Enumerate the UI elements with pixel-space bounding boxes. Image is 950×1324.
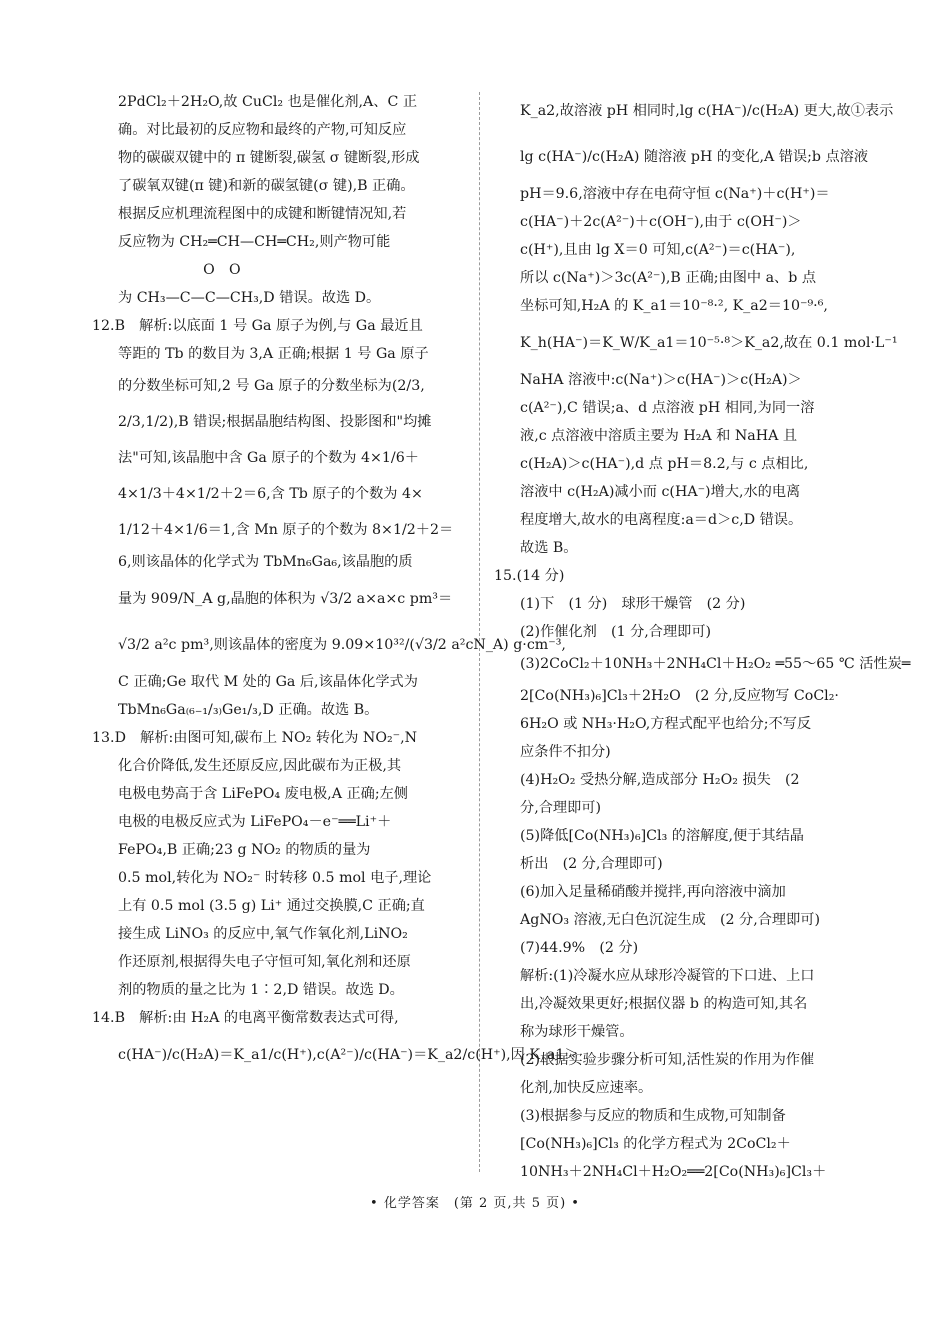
text-line: 0.5 mol,转化为 NO₂⁻ 时转移 0.5 mol 电子,理论: [118, 870, 432, 886]
text-line: (7)44.9% (2 分): [520, 940, 639, 956]
text-line: 应条件不扣分): [520, 744, 611, 760]
text-line: 量为 909/N_A g,晶胞的体积为 √3/2 a×a×c pm³＝: [118, 591, 453, 607]
text-line: c(H⁺),且由 lg X＝0 可知,c(A²⁻)＝c(HA⁻),: [520, 242, 796, 258]
text-line: 了碳氧双键(π 键)和新的碳氢键(σ 键),B 正确。: [118, 178, 415, 194]
text-line: (5)降低[Co(NH₃)₆]Cl₃ 的溶解度,便于其结晶: [520, 828, 804, 844]
text-line: 液,c 点溶液中溶质主要为 H₂A 和 NaHA 且: [520, 428, 798, 444]
text-line: (2)根据实验步骤分析可知,活性炭的作用为作催: [520, 1052, 815, 1068]
text-line: 解析:(1)冷凝水应从球形冷凝管的下口进、上口: [520, 968, 815, 984]
text-line: K_a2,故溶液 pH 相同时,lg c(HA⁻)/c(H₂A) 更大,故①表示: [520, 103, 894, 119]
text-line: O O: [118, 262, 241, 278]
text-line: 坐标可知,H₂A 的 K_a1＝10⁻⁸·², K_a2＝10⁻⁹·⁶,: [520, 298, 828, 314]
text-line: TbMn₆Ga₍₆₋₁/₃₎Ge₁/₃,D 正确。故选 B。: [118, 702, 379, 718]
text-line: 1/12＋4×1/6＝1,含 Mn 原子的个数为 8×1/2＋2＝: [118, 522, 454, 538]
text-line: 2[Co(NH₃)₆]Cl₃＋2H₂O (2 分,反应物写 CoCl₂·: [520, 688, 839, 704]
text-line: 析出 (2 分,合理即可): [520, 856, 663, 872]
text-line: NaHA 溶液中:c(Na⁺)＞c(HA⁻)＞c(H₂A)＞: [520, 372, 802, 388]
text-line: c(HA⁻)＋2c(A²⁻)＋c(OH⁻),由于 c(OH⁻)＞: [520, 214, 802, 230]
text-line: 根据反应机理流程图中的成键和断键情况知,若: [118, 206, 407, 222]
text-line: (6)加入足量稀硝酸并搅拌,再向溶液中滴加: [520, 884, 786, 900]
text-line: 2PdCl₂＋2H₂O,故 CuCl₂ 也是催化剂,A、C 正: [118, 94, 418, 110]
text-line: 法"可知,该晶胞中含 Ga 原子的个数为 4×1/6＋: [118, 450, 419, 466]
text-line: 6,则该晶体的化学式为 TbMn₆Ga₆,该晶胞的质: [118, 554, 413, 570]
text-line: 为 CH₃—C—C—CH₃,D 错误。故选 D。: [118, 290, 381, 306]
text-line: AgNO₃ 溶液,无白色沉淀生成 (2 分,合理即可): [520, 912, 821, 928]
text-line: 溶液中 c(H₂A)减小而 c(HA⁻)增大,水的电离: [520, 484, 801, 500]
text-line: FePO₄,B 正确;23 g NO₂ 的物质的量为: [118, 842, 371, 858]
text-line: c(A²⁻),C 错误;a、d 点溶液 pH 相同,为同一溶: [520, 400, 815, 416]
text-line: C 正确;Ge 取代 M 处的 Ga 后,该晶体化学式为: [118, 674, 418, 690]
text-line: (4)H₂O₂ 受热分解,造成部分 H₂O₂ 损失 (2: [520, 772, 800, 788]
text-line: 反应物为 CH₂═CH—CH═CH₂,则产物可能: [118, 234, 391, 250]
text-line: 出,冷凝效果更好;根据仪器 b 的构造可知,其名: [520, 996, 808, 1012]
text-line: 等距的 Tb 的数目为 3,A 正确;根据 1 号 Ga 原子: [118, 346, 429, 362]
text-line: lg c(HA⁻)/c(H₂A) 随溶液 pH 的变化,A 错误;b 点溶液: [520, 149, 869, 165]
text-line: 作还原剂,根据得失电子守恒可知,氧化剂和还原: [118, 954, 411, 970]
text-line: 2/3,1/2),B 错误;根据晶胞结构图、投影图和"均摊: [118, 414, 432, 430]
text-line: 剂的物质的量之比为 1∶2,D 错误。故选 D。: [118, 982, 404, 998]
text-line: 接生成 LiNO₃ 的反应中,氧气作氧化剂,LiNO₂: [118, 926, 408, 942]
text-line: 分,合理即可): [520, 800, 601, 816]
text-line: 化合价降低,发生还原反应,因此碳布为正极,其: [118, 758, 402, 774]
text-line: c(H₂A)＞c(HA⁻),d 点 pH＝8.2,与 c 点相比,: [520, 456, 809, 472]
text-line: 4×1/3＋4×1/2＋2＝6,含 Tb 原子的个数为 4×: [118, 486, 423, 502]
text-line: 的分数坐标可知,2 号 Ga 原子的分数坐标为(2/3,: [118, 378, 425, 394]
text-line: [Co(NH₃)₆]Cl₃ 的化学方程式为 2CoCl₂＋: [520, 1136, 791, 1152]
text-line: 故选 B。: [520, 540, 578, 556]
text-line: (3)2CoCl₂＋10NH₃＋2NH₄Cl＋H₂O₂ ═55～65 ℃ 活性炭═: [520, 656, 911, 672]
text-line: 12.B 解析:以底面 1 号 Ga 原子为例,与 Ga 最近且: [92, 318, 423, 334]
text-line: (1)下 (1 分) 球形干燥管 (2 分): [520, 596, 746, 612]
right-column: [494, 88, 911, 1186]
text-line: 化剂,加快反应速率。: [520, 1080, 653, 1096]
text-line: 14.B 解析:由 H₂A 的电离平衡常数表达式可得,: [92, 1010, 399, 1026]
text-line: √3/2 a²c pm³,则该晶体的密度为 9.09×10³²/(√3/2 a²cN_A) g·cm⁻³,: [118, 637, 566, 653]
text-line: 13.D 解析:由图可知,碳布上 NO₂ 转化为 NO₂⁻,N: [92, 730, 418, 746]
text-line: 10NH₃＋2NH₄Cl＋H₂O₂══2[Co(NH₃)₆]Cl₃＋: [520, 1164, 827, 1180]
text-line: 程度增大,故水的电离程度:a＝d＞c,D 错误。: [520, 512, 803, 528]
text-line: 称为球形干燥管。: [520, 1024, 634, 1040]
text-line: 所以 c(Na⁺)＞3c(A²⁻),B 正确;由图中 a、b 点: [520, 270, 817, 286]
text-line: (3)根据参与反应的物质和生成物,可知制备: [520, 1108, 786, 1124]
text-line: K_h(HA⁻)＝K_W/K_a1＝10⁻⁵·⁸＞K_a2,故在 0.1 mol·L⁻¹: [520, 335, 898, 351]
text-line: pH＝9.6,溶液中存在电荷守恒 c(Na⁺)＋c(H⁺)＝: [520, 186, 830, 202]
text-line: 确。对比最初的反应物和最终的产物,可知反应: [118, 122, 407, 138]
text-line: 15.(14 分): [494, 568, 565, 584]
page-footer: • 化学答案 (第 2 页,共 5 页) •: [370, 1196, 580, 1211]
text-line: 电极的电极反应式为 LiFePO₄－e⁻══Li⁺＋: [118, 814, 392, 830]
text-line: 物的碳碳双键中的 π 键断裂,碳氢 σ 键断裂,形成: [118, 150, 420, 166]
text-line: 上有 0.5 mol (3.5 g) Li⁺ 通过交换膜,C 正确;直: [118, 898, 425, 914]
text-line: c(HA⁻)/c(H₂A)＝K_a1/c(H⁺),c(A²⁻)/c(HA⁻)＝K_a2/c(H⁺),因 K_a1＞: [118, 1047, 579, 1063]
text-line: (2)作催化剂 (1 分,合理即可): [520, 624, 712, 640]
text-line: 电极电势高于含 LiFePO₄ 废电极,A 正确;左侧: [118, 786, 408, 802]
text-line: 6H₂O 或 NH₃·H₂O,方程式配平也给分;不写反: [520, 716, 812, 732]
